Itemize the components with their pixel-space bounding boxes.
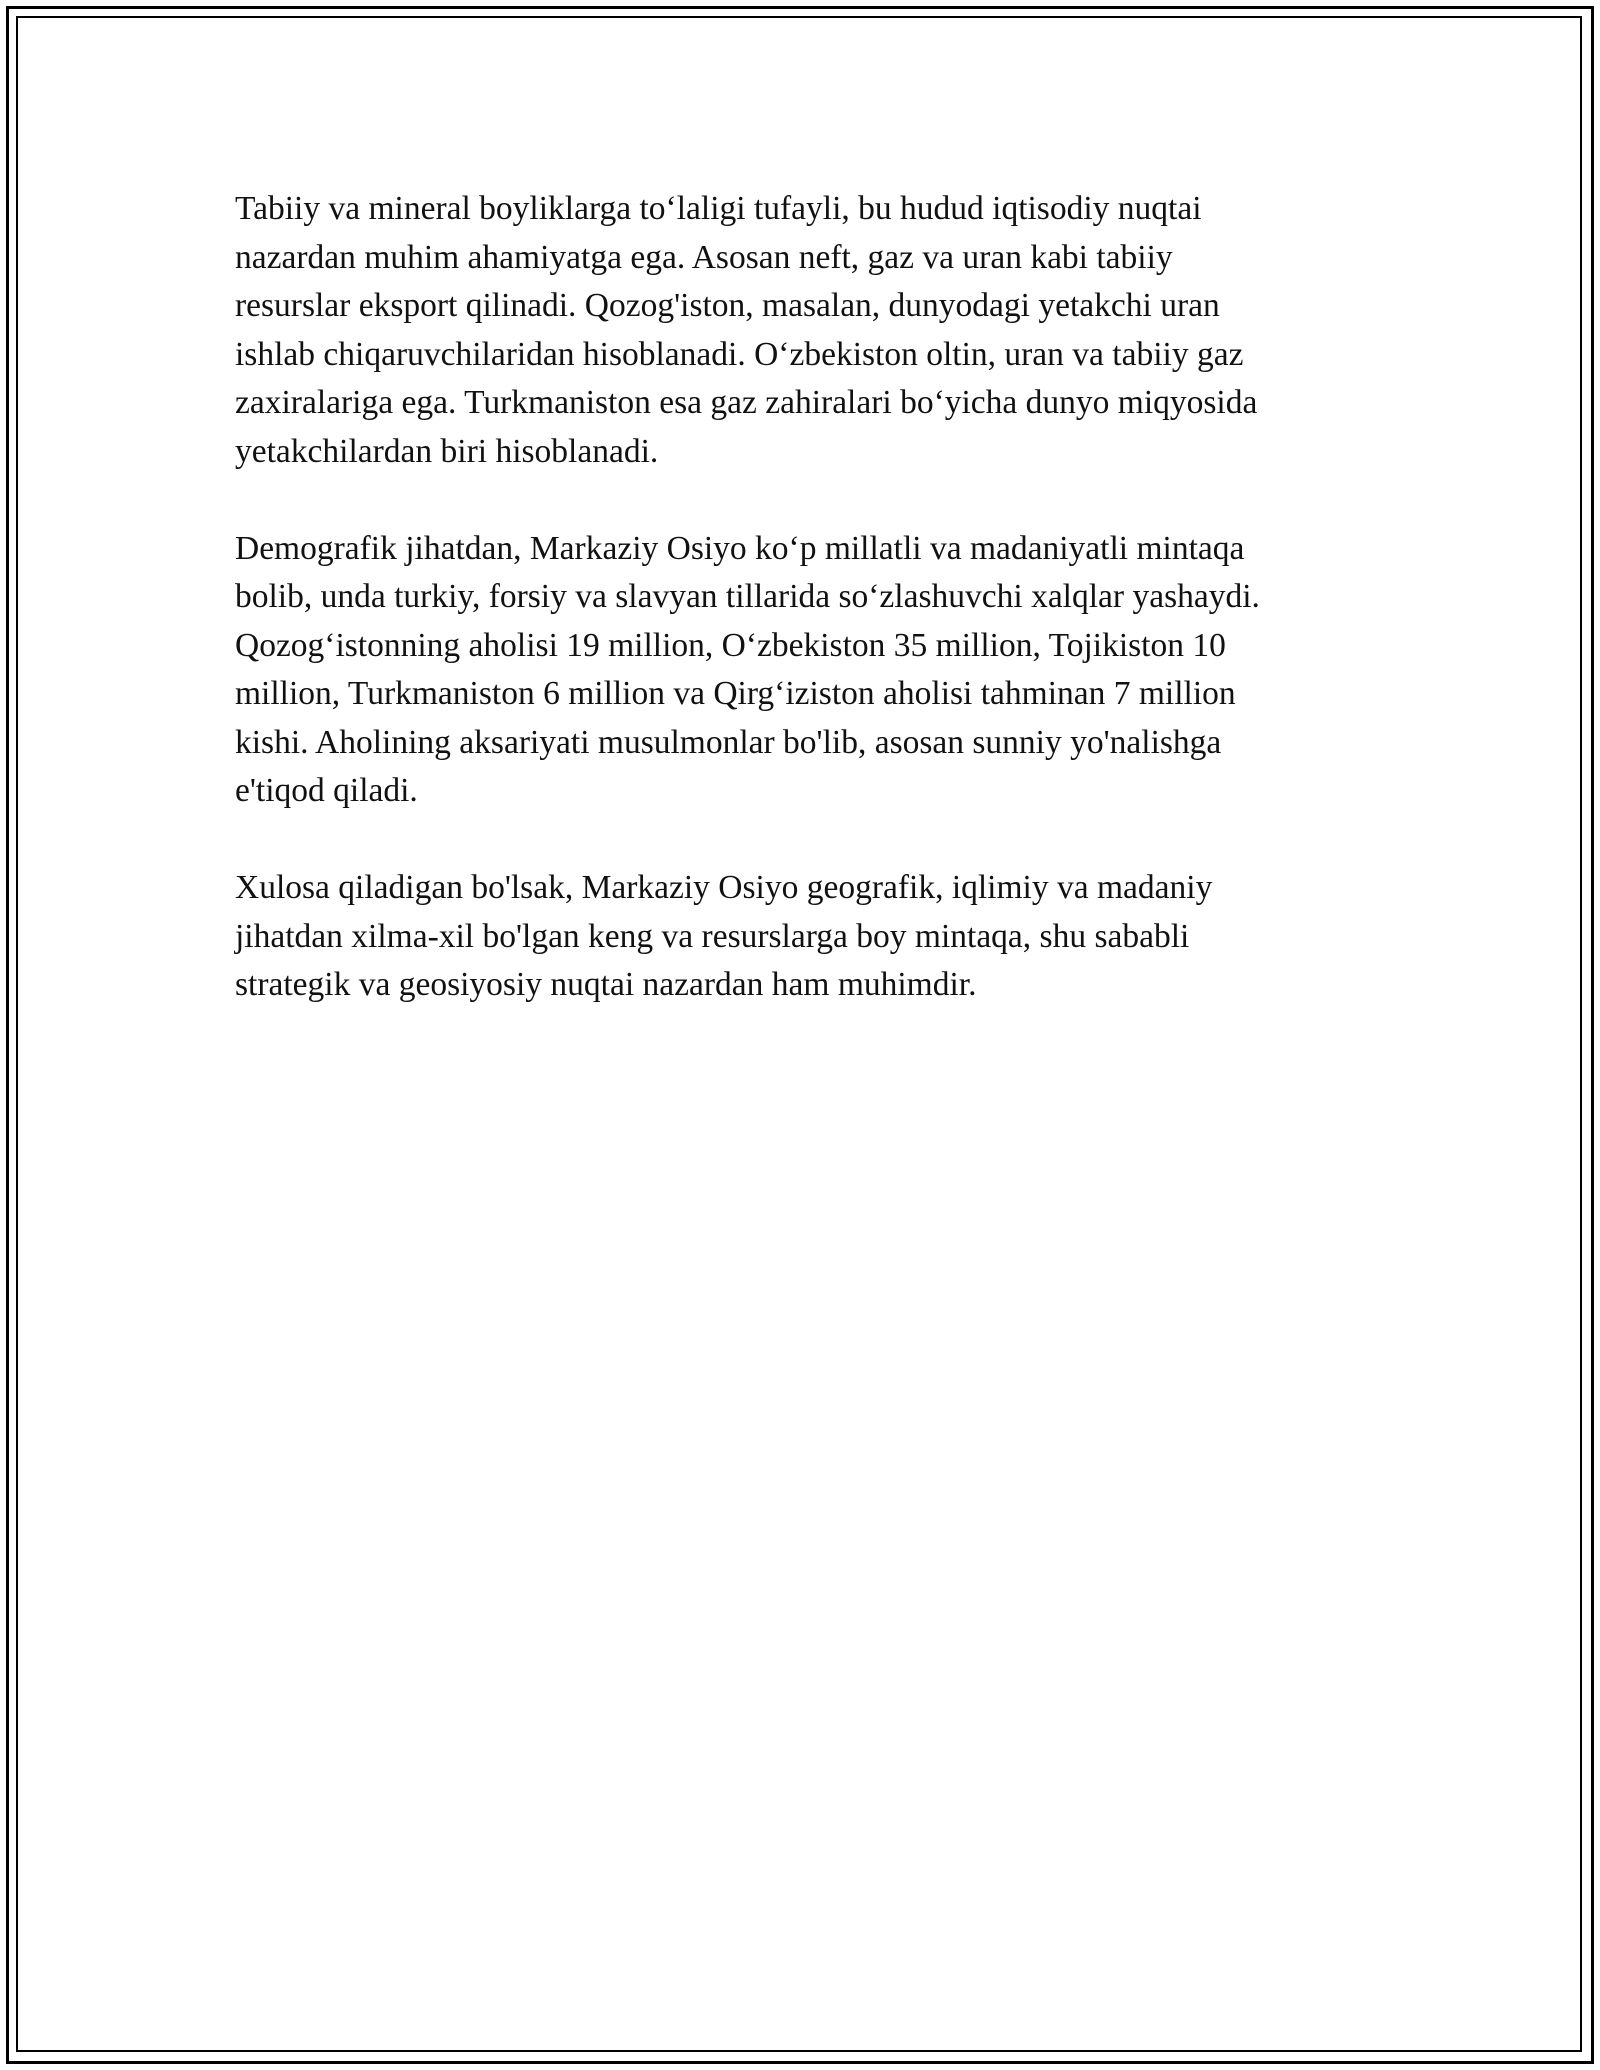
paragraph-natural-resources: Tabiiy va mineral boyliklarga to‘laligi tufayli, bu hudud iqtisodiy nuqtai nazardan muhim ahamiyatga ega. Asosan neft, gaz va uran kabi tabiiy resurslar eksport qilinadi. Qozog'iston, masalan, dunyodagi yetakchi uran ishlab chiqaruvchilaridan hisoblanadi. O‘zbekiston oltin, uran va tabiiy gaz zaxiralariga ega. Turkmaniston esa gaz zahiralari bo‘yicha dunyo miqyosida yetakchilardan biri hisoblanadi.	[235, 190, 1258, 470]
paragraph-conclusion: Xulosa qiladigan bo'lsak, Markaziy Osiyo geografik, iqlimiy va madaniy jihatdan xilma-xil bo'lgan keng va resurslarga boy mintaqa, shu sababli strategik va geosiyosiy nuqtai nazardan ham muhimdir.	[235, 869, 1213, 1003]
document-body	[235, 185, 1375, 1058]
paragraph-demographics: Demografik jihatdan, Markaziy Osiyo ko‘p millatli va madaniyatli mintaqa bolib, unda turkiy, forsiy va slavyan tillarida so‘zlashuvchi xalqlar yashaydi. Qozog‘istonning aholisi 19 million, O‘zbekiston 35 million, Tojikiston 10 million, Turkmaniston 6 million va Qirg‘iziston aholisi tahminan 7 million kishi. Aholining aksariyati musulmonlar bo'lib, asosan sunniy yo'nalishga e'tiqod qiladi.	[235, 529, 1260, 809]
